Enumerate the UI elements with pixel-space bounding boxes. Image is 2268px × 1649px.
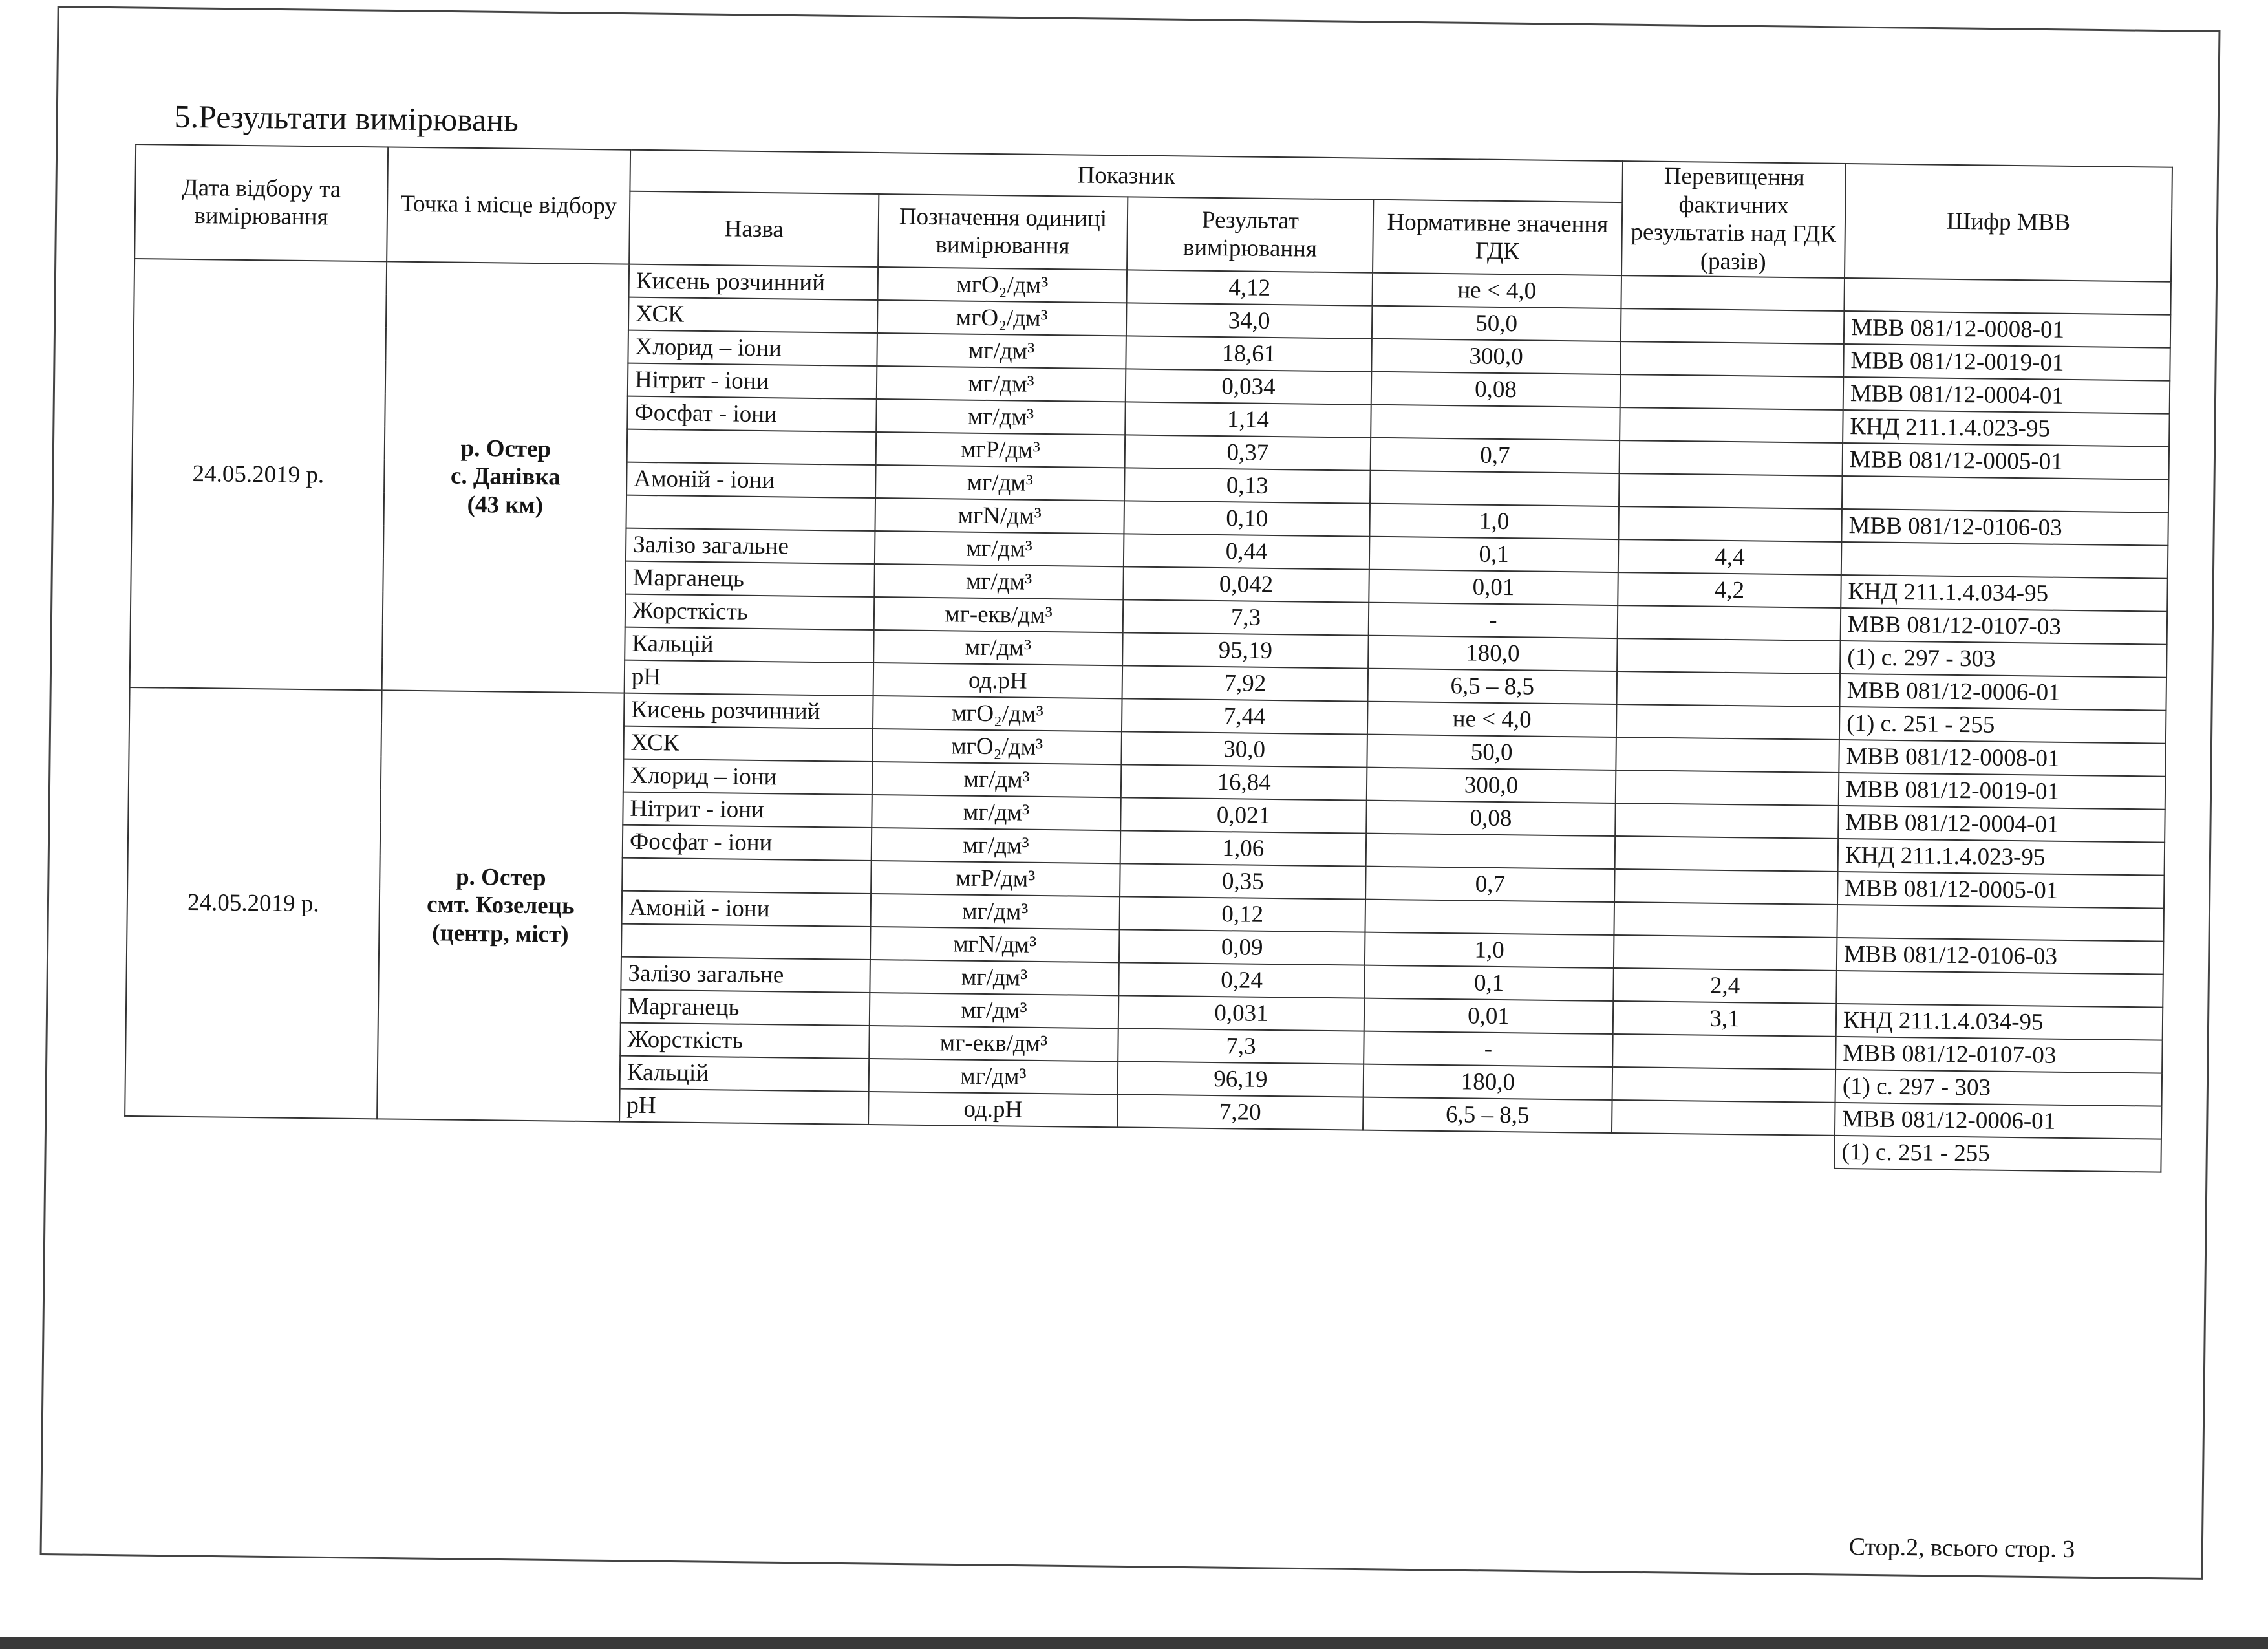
- result-cell: 0,44: [1124, 534, 1370, 569]
- exceed-cell: 4,2: [1618, 572, 1841, 608]
- header-indicator: Показник: [630, 150, 1623, 203]
- method-code: МВВ 081/12-0106-03: [1841, 509, 2168, 546]
- result-cell: 0,13: [1124, 468, 1371, 503]
- indicator-name: Фосфат - іони: [623, 824, 872, 860]
- unit-cell: мг/дм³: [877, 366, 1126, 402]
- indicator-name: Залізо загальне: [621, 956, 870, 992]
- page-number: Стор.2, всього стор. 3: [1848, 1533, 2075, 1563]
- unit-cell: од.pH: [868, 1092, 1118, 1127]
- exceed-cell: [1615, 836, 1839, 872]
- results-table: [124, 144, 2173, 1172]
- exceed-cell: [1616, 770, 1839, 806]
- norm-cell: 0,08: [1366, 800, 1616, 835]
- norm-cell: 1,0: [1369, 503, 1619, 539]
- header-result: Результат вимірювання: [1127, 197, 1373, 273]
- exceed-cell: [1614, 869, 1838, 905]
- result-cell: 0,12: [1119, 896, 1365, 932]
- sample-date: 24.05.2019 р.: [130, 259, 387, 690]
- method-code: [1836, 971, 2163, 1008]
- sampling-point-line: смт. Козелець: [426, 891, 575, 920]
- exceed-cell: [1612, 1100, 1835, 1136]
- exceed-cell: [1612, 1067, 1836, 1103]
- method-code: МВВ 081/12-0006-01: [1839, 674, 2166, 711]
- empty-cell: [125, 1116, 378, 1152]
- method-code: [1837, 905, 2164, 942]
- exceed-cell: [1620, 374, 1844, 410]
- norm-cell: [1370, 470, 1620, 506]
- sampling-point-line: (43 км): [467, 491, 544, 519]
- exceed-cell: [1616, 737, 1839, 773]
- indicator-name: [622, 857, 872, 893]
- result-cell: 1,14: [1125, 402, 1371, 437]
- sampling-point: [382, 261, 629, 693]
- empty-cell: [1117, 1127, 1363, 1163]
- norm-cell: 50,0: [1372, 305, 1621, 341]
- indicator-name: Нітрит - іони: [623, 792, 872, 827]
- header-exceed: Перевищення фактичних результатів над ГДК (разів): [1621, 161, 1846, 278]
- method-code: МВВ 081/12-0008-01: [1839, 740, 2166, 777]
- exceed-cell: 4,4: [1618, 539, 1842, 575]
- indicator-name: Кисень розчинний: [629, 264, 879, 299]
- result-cell: 0,37: [1125, 435, 1371, 470]
- result-cell: 30,0: [1121, 731, 1367, 767]
- exceed-cell: [1612, 1034, 1836, 1070]
- unit-cell: мг/дм³: [876, 399, 1126, 435]
- result-cell: 4,12: [1126, 270, 1373, 305]
- unit-cell: мг/дм³: [872, 828, 1121, 863]
- header-name: Назва: [629, 191, 879, 267]
- norm-cell: [1371, 404, 1620, 440]
- unit-cell: мг/дм³: [872, 762, 1122, 797]
- exceed-cell: [1620, 341, 1844, 377]
- unit-cell: мг-екв/дм³: [874, 597, 1124, 632]
- result-cell: 7,44: [1122, 698, 1368, 734]
- unit-cell: мгO₂/дм³: [873, 696, 1122, 731]
- exceed-cell: 3,1: [1613, 1001, 1837, 1037]
- unit-cell: мгO₂/дм³: [878, 267, 1128, 303]
- unit-cell: мгN/дм³: [875, 498, 1124, 534]
- indicator-name: Жорсткість: [625, 594, 875, 629]
- method-code: МВВ 081/12-0004-01: [1838, 806, 2165, 843]
- method-code: КНД 211.1.4.034-95: [1836, 1004, 2163, 1040]
- result-cell: 0,042: [1123, 566, 1369, 602]
- method-code: МВВ 081/12-0006-01: [1835, 1103, 2162, 1139]
- method-code: [1841, 542, 2168, 579]
- result-cell: 7,20: [1117, 1094, 1364, 1130]
- norm-cell: -: [1369, 602, 1618, 638]
- exceed-cell: [1620, 407, 1843, 443]
- unit-cell: мг/дм³: [870, 993, 1119, 1028]
- norm-cell: 1,0: [1365, 932, 1614, 967]
- indicator-name: Жорсткість: [620, 1022, 870, 1058]
- indicator-name: Амоній - іони: [626, 462, 876, 497]
- indicator-name: Марганець: [625, 561, 875, 596]
- norm-cell: 300,0: [1371, 338, 1621, 374]
- method-code: МВВ 081/12-0107-03: [1835, 1037, 2163, 1073]
- header-unit: Позначення одиниці вимірювання: [878, 194, 1128, 270]
- method-code: МВВ 081/12-0106-03: [1837, 938, 2164, 975]
- exceed-cell: [1619, 473, 1843, 509]
- result-cell: 7,3: [1123, 599, 1369, 635]
- sampling-point-line: (центр, міст): [431, 920, 569, 948]
- indicator-name: Хлорид – іони: [623, 759, 873, 794]
- header-norm: Нормативне значення ГДК: [1373, 200, 1622, 275]
- result-cell: 34,0: [1126, 303, 1373, 338]
- norm-cell: 0,1: [1364, 965, 1614, 1000]
- empty-cell: [868, 1125, 1117, 1160]
- norm-cell: 6,5 – 8,5: [1363, 1097, 1612, 1132]
- result-cell: 0,034: [1126, 369, 1372, 404]
- unit-cell: мг/дм³: [877, 333, 1126, 369]
- exceed-cell: [1618, 605, 1841, 641]
- unit-cell: мгP/дм³: [871, 861, 1120, 896]
- unit-cell: мг/дм³: [873, 630, 1123, 665]
- header-code: Шифр МВВ: [1845, 164, 2172, 281]
- unit-cell: мг/дм³: [869, 1059, 1118, 1094]
- empty-cell: [1362, 1130, 1612, 1165]
- exceed-cell: [1621, 275, 1845, 311]
- unit-cell: мг-екв/дм³: [869, 1026, 1118, 1061]
- unit-cell: мгN/дм³: [870, 927, 1120, 962]
- result-cell: 16,84: [1121, 764, 1367, 800]
- indicator-name: [626, 495, 875, 530]
- norm-cell: [1366, 833, 1616, 868]
- indicator-name: pH: [619, 1088, 869, 1124]
- results-body: [125, 259, 2171, 1172]
- indicator-name: ХСК: [623, 726, 873, 761]
- header-point: Точка і місце відбору: [387, 147, 630, 264]
- norm-cell: 180,0: [1364, 1064, 1613, 1099]
- norm-cell: 0,7: [1365, 866, 1615, 901]
- method-code: КНД 211.1.4.023-95: [1838, 839, 2165, 876]
- indicator-name: Хлорид – іони: [628, 330, 877, 365]
- unit-cell: мг/дм³: [874, 564, 1124, 599]
- exceed-cell: [1616, 704, 1840, 740]
- method-code: КНД 211.1.4.023-95: [1843, 410, 2170, 447]
- indicator-name: Кисень розчинний: [624, 693, 873, 728]
- norm-cell: 0,08: [1371, 371, 1621, 407]
- method-code: КНД 211.1.4.034-95: [1841, 575, 2168, 612]
- norm-cell: 50,0: [1367, 734, 1616, 770]
- empty-cell: [1611, 1133, 1835, 1169]
- exceed-cell: [1617, 671, 1841, 707]
- method-code: (1) с. 297 - 303: [1840, 641, 2167, 678]
- result-cell: 0,031: [1118, 995, 1365, 1031]
- unit-cell: мгP/дм³: [876, 432, 1126, 468]
- indicator-name: Амоній - іони: [622, 890, 872, 926]
- exceed-cell: 2,4: [1613, 968, 1837, 1004]
- exceed-cell: [1620, 440, 1843, 476]
- norm-cell: 0,01: [1364, 998, 1614, 1033]
- empty-cell: [377, 1119, 620, 1154]
- method-code: [1844, 278, 2171, 315]
- result-cell: 0,10: [1124, 501, 1370, 536]
- exceed-cell: [1618, 506, 1842, 542]
- norm-cell: 300,0: [1367, 767, 1616, 803]
- method-code: (1) с. 297 - 303: [1835, 1070, 2163, 1106]
- norm-cell: не < 4,0: [1367, 701, 1617, 737]
- indicator-name: pH: [625, 660, 874, 695]
- sampling-point-line: р. Остер: [455, 863, 546, 891]
- method-code: (1) с. 251 - 255: [1839, 707, 2166, 744]
- indicator-name: Фосфат - іони: [627, 396, 877, 431]
- result-cell: 7,3: [1118, 1028, 1364, 1064]
- unit-cell: мг/дм³: [870, 960, 1119, 995]
- norm-cell: 0,7: [1371, 437, 1620, 473]
- results-sheet: [124, 97, 2172, 1172]
- method-code: МВВ 081/12-0005-01: [1843, 443, 2170, 480]
- indicator-name: [627, 429, 877, 464]
- indicator-name: [621, 923, 871, 959]
- norm-cell: 0,1: [1369, 536, 1619, 572]
- header-date: Дата відбору та вимірювання: [134, 144, 388, 261]
- method-code: МВВ 081/12-0005-01: [1837, 872, 2165, 909]
- exceed-cell: [1614, 935, 1837, 971]
- unit-cell: мг/дм³: [875, 465, 1125, 501]
- result-cell: 96,19: [1118, 1061, 1364, 1097]
- method-code: [1842, 476, 2169, 513]
- result-cell: 7,92: [1122, 665, 1369, 701]
- scan-edge: [0, 1637, 2268, 1649]
- norm-cell: [1365, 899, 1614, 934]
- exceed-cell: [1614, 902, 1837, 938]
- exceed-cell: [1621, 308, 1845, 344]
- unit-cell: од.pH: [873, 663, 1123, 698]
- exceed-cell: [1615, 803, 1839, 839]
- indicator-name: ХСК: [628, 297, 878, 332]
- result-cell: 95,19: [1122, 632, 1369, 668]
- unit-cell: мг/дм³: [875, 531, 1124, 566]
- empty-cell: [619, 1121, 868, 1157]
- sampling-point-line: р. Остер: [460, 435, 551, 462]
- result-cell: 0,09: [1119, 929, 1365, 965]
- norm-cell: 0,01: [1369, 569, 1618, 605]
- norm-cell: не < 4,0: [1372, 272, 1621, 308]
- method-code: МВВ 081/12-0019-01: [1839, 773, 2166, 810]
- method-code: МВВ 081/12-0004-01: [1843, 377, 2170, 414]
- method-code: МВВ 081/12-0019-01: [1843, 344, 2170, 381]
- indicator-name: Марганець: [621, 989, 870, 1025]
- method-code: МВВ 081/12-0008-01: [1844, 311, 2171, 348]
- result-cell: 1,06: [1120, 830, 1367, 866]
- unit-cell: мгO₂/дм³: [877, 300, 1127, 336]
- exceed-cell: [1617, 638, 1841, 674]
- unit-cell: мг/дм³: [872, 795, 1121, 830]
- norm-cell: -: [1364, 1031, 1613, 1066]
- section-title: 5.Результати вимірювань: [174, 98, 519, 138]
- unit-cell: мг/дм³: [871, 894, 1120, 929]
- result-cell: 18,61: [1126, 336, 1372, 371]
- sampling-point: [377, 690, 624, 1121]
- indicator-name: Залізо загальне: [626, 528, 875, 563]
- norm-cell: 180,0: [1368, 635, 1618, 671]
- result-cell: 0,35: [1120, 863, 1366, 899]
- indicator-name: Кальцій: [625, 627, 874, 662]
- norm-cell: 6,5 – 8,5: [1368, 668, 1618, 704]
- indicator-name: Нітрит - іони: [628, 363, 877, 398]
- unit-cell: мгO₂/дм³: [872, 729, 1122, 764]
- result-cell: 0,24: [1118, 962, 1365, 998]
- method-code: (1) с. 251 - 255: [1834, 1136, 2161, 1172]
- sample-date: 24.05.2019 р.: [125, 687, 381, 1119]
- indicator-name: Кальцій: [620, 1055, 870, 1091]
- result-cell: 0,021: [1120, 797, 1367, 833]
- sampling-point-line: с. Данівка: [450, 462, 561, 491]
- method-code: МВВ 081/12-0107-03: [1841, 608, 2168, 645]
